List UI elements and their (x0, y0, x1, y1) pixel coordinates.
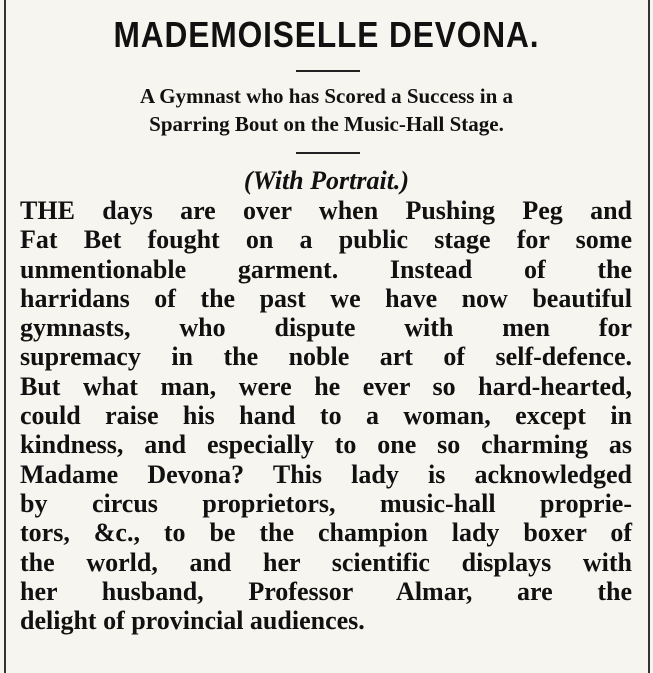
headline-divider (296, 70, 360, 72)
subheading-divider (296, 152, 360, 154)
body-line: by circus proprietors, music-hall proprie- (20, 488, 632, 518)
body-line: harridans of the past we have now beautiful (20, 283, 632, 313)
body-line: But what man, were he ever so hard-hearted, (20, 371, 632, 401)
body-line: could raise his hand to a woman, except in (20, 401, 632, 431)
body-line: Madame Devona? This lady is acknowledged (20, 459, 632, 489)
body-line: the world, and her scientific displays with (20, 547, 632, 577)
body-line: kindness, and especially to one so charming as (20, 430, 632, 460)
body-line: THE days are over when Pushing Peg and (20, 196, 632, 225)
article-headline: MADEMOISELLE DEVONA. (113, 14, 540, 55)
article-subheading (0, 82, 653, 138)
body-line: tors, &c., to be the champion lady boxer of (20, 518, 632, 548)
portrait-note: (With Portrait.) (243, 166, 410, 195)
body-line: Fat Bet fought on a public stage for some (20, 225, 632, 255)
body-line: gymnasts, who dispute with men for (20, 313, 632, 343)
article-body (20, 196, 632, 635)
subheading-line-1: A Gymnast who has Scored a Success in a (140, 84, 513, 108)
body-line: supremacy in the noble art of self-defence. (20, 342, 632, 372)
subheading-line-2: Sparring Bout on the Music-Hall Stage. (149, 112, 504, 136)
body-line: delight of provincial audiences. (20, 606, 365, 636)
body-line: unmentionable garment. Instead of the (20, 254, 632, 284)
body-line: her husband, Professor Almar, are the (20, 576, 632, 606)
